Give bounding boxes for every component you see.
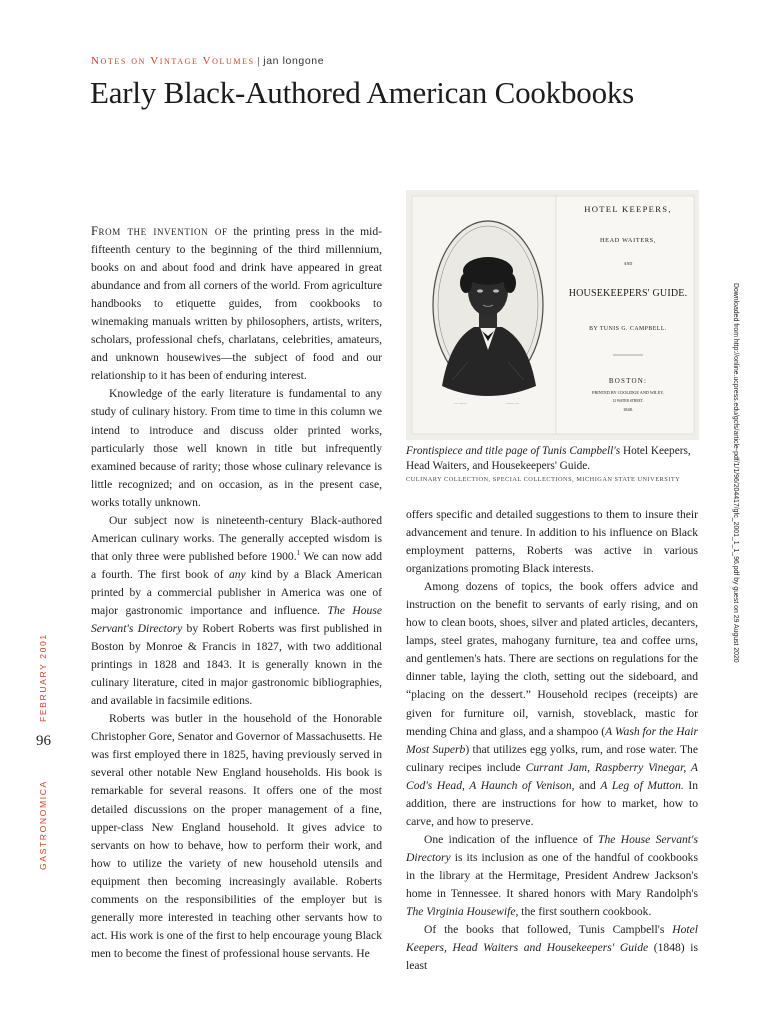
book-figure — [406, 190, 699, 440]
journal-name: GASTRONOMICA — [38, 780, 48, 870]
paragraph: One indication of the influence of The House Servant's Directory is its inclusion as one of the handful of cookbooks in the library at the Hermitage, President Andrew Jackson's home in Tennessee. It shared honors with Mary Randolph's The Virginia Housewife, the first southern cookbook. — [406, 832, 699, 919]
kicker-divider: | — [257, 56, 261, 67]
column-kicker — [91, 55, 324, 67]
issue-date: FEBRUARY 2001 — [38, 633, 48, 722]
book-scan-image — [406, 190, 699, 440]
paragraph: Knowledge of the early literature is fundamental to any study of culinary history. From time to time in this column we intend to introduce and discuss older printed works, particularly those well known in title but infrequently examined because of rarity; those whose culinary relevance is little recognized; and on occasion, as in the present case, works totally unknown. — [91, 387, 382, 509]
tp-line3: AND — [623, 261, 633, 266]
author-name: jan longone — [263, 55, 325, 67]
paragraph: Among dozens of topics, the book offers advice and instruction on the benefit to servants of early rising, and on how to clean boots, shoes, silver and plated articles, decanters, lamps, steel grates, mahogany furniture, tea and coffee urns, and gentlemen's hats. There are sections on regulations for the dinner table, laying the cloth, setting out the sideboard, and “placing on the dessert.” Household recipes (receipts) are given for furniture oil, varnish, stoveblack, mastic for mending China and glass, and a shampoo (A Wash for the Hair Most Superb) that utilizes egg yolks, rum, and rose water. The culinary recipes include Currant Jam, Raspberry Vinegar, A Cod's Head, A Haunch of Venison, and A Leg of Mutton. In addition, there are instructions for how to market, how to carve, and how to preserve. — [406, 580, 698, 828]
frontispiece-portrait — [433, 221, 543, 405]
body-column-right — [406, 506, 698, 975]
caption-book-title: Hotel Keepers, Head Waiters, and Housekeepers' Guide. — [406, 445, 691, 472]
tp-line4: HOUSEKEEPERS' GUIDE. — [568, 288, 688, 299]
svg-text:— ——: — —— — [454, 400, 467, 405]
download-note: Downloaded from http://online.ucpress.edu/gcfs/article-pdf/1/1/96/204417/gfc_2001_1_1_96.pdf by guest on 29 August 2020 — [732, 283, 739, 663]
series-name: Notes on Vintage Volumes — [91, 55, 255, 67]
page-number: 96 — [36, 733, 51, 749]
article-title: Early Black-Authored American Cookbooks — [90, 75, 635, 110]
paragraph: Roberts was butler in the household of the Honorable Christopher Gore, Senator and Governor of Massachusetts. He was first employed there in 1825, having previously served in several other notable New England households. His book is remarkable for several reasons. It offers one of the most detailed discussions on the proper management of a fine, upper-class New England household. It gives advice to servants on how to behave, how to perform their work, and how to utilize the variety of new household utensils and equipment then becoming increasingly available. Roberts comments on the responsibilities of the employer but is generally more interested in teaching other servants how to act. His work is one of the first to help encourage young Black men to become the finest of professional house servants. He — [91, 712, 382, 960]
paragraph: offers specific and detailed suggestions to them to insure their advancement and tenure. In addition to his influence on Black employment patterns, Roberts was active in various organizations promoting Black interests. — [406, 508, 698, 576]
tp-city: BOSTON: — [608, 377, 648, 385]
footnote-ref: 1 — [296, 548, 301, 557]
body-column-left — [91, 222, 382, 963]
paragraph: From the invention of the printing press in the mid-fifteenth century to the beginning of the third millennium, books on and about food and drink have appeared in great abundance and from all corners of the world. From agriculture handbooks to etiquette guides, from cookbooks to winemaking manuals written by philosophers, artists, writers, scholars, professional chefs, charlatans, celebrities, amateurs, and unknown housewives—the subject of food and our relationship to it has been of enduring interest. — [91, 224, 382, 383]
paragraph: Of the books that followed, Tunis Campbell's Hotel Keepers, Head Waiters and Housekeepers' Guide (1848) is least — [406, 923, 698, 973]
tp-byline: BY TUNIS G. CAMPBELL. — [589, 326, 667, 332]
figure-caption: Frontispiece and title page of Tunis Campbell's Hotel Keepers, Head Waiters, and Housekeepers' Guide. — [406, 445, 691, 472]
tp-line1: HOTEL KEEPERS, — [584, 204, 672, 214]
svg-text:—— —: —— — — [506, 400, 519, 405]
tp-printer: PRINTED BY COOLIDGE AND WILEY, — [592, 390, 664, 395]
figure-credit: CULINARY COLLECTION, SPECIAL COLLECTIONS, MICHIGAN STATE UNIVERSITY — [406, 476, 681, 483]
tp-year: 1848. — [623, 407, 633, 412]
tp-address: 12 WATER STREET. — [612, 399, 644, 403]
tp-line2: HEAD WAITERS, — [599, 237, 657, 244]
paragraph: Our subject now is nineteenth-century Black-authored American culinary works. The generally accepted wisdom is that only three were published before 1900.$^1$ We can now add a fourth. The first book of any kind by a Black American printed by a commercial publisher in America was one of major gastronomic importance and influence. The House Servant's Directory by Robert Roberts was first published in Boston by Monroe & Francis in 1827, with two additional printings in 1828 and 1843. It is generally known in the culinary literature, cited in major gastronomic bibliographies, and available in facsimile editions. — [91, 513, 383, 708]
opening-small-caps: From the invention of — [91, 224, 228, 238]
